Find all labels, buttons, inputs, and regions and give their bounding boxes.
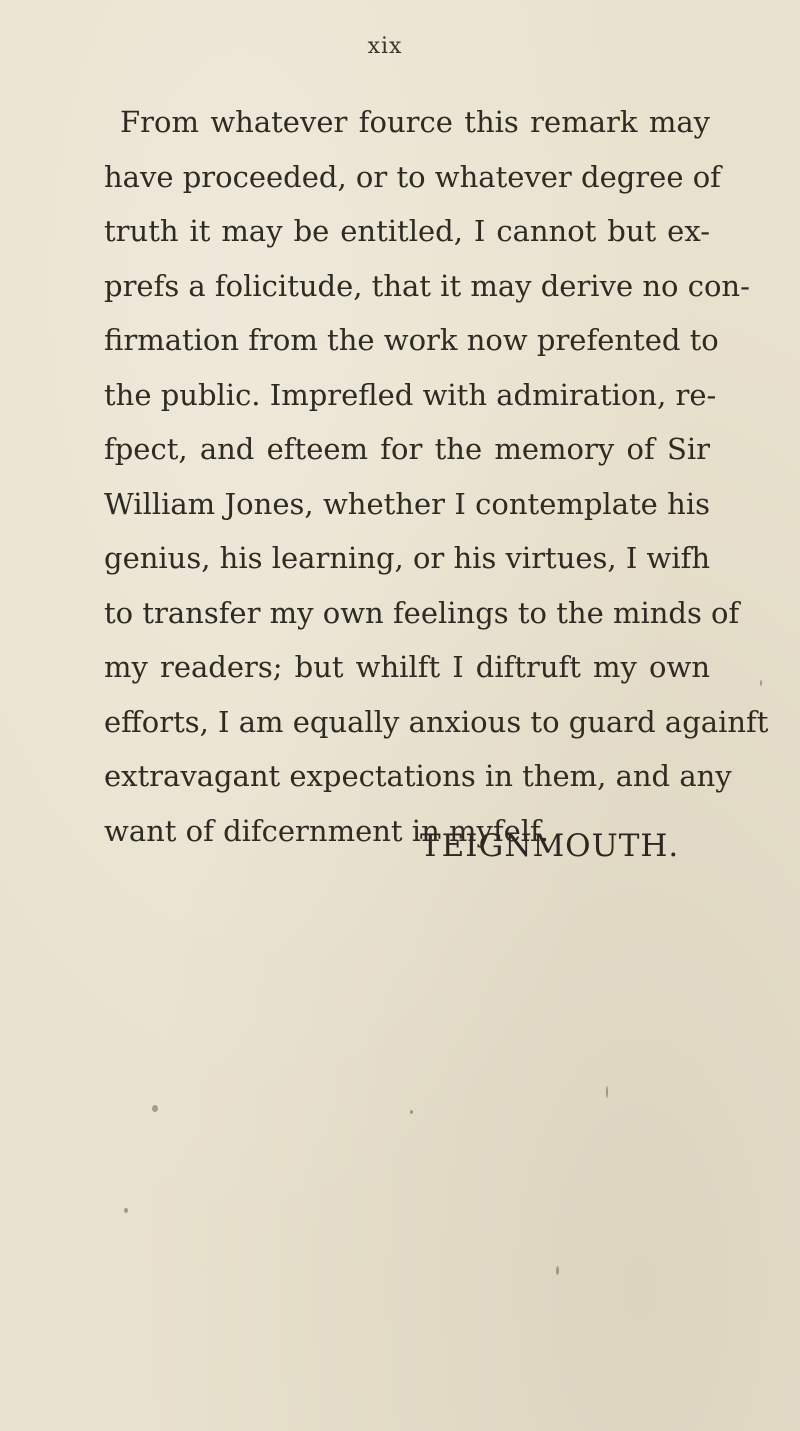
paper-speck [760, 680, 762, 686]
signature: TEIGNMOUTH. [420, 828, 680, 864]
paper-speck [556, 1266, 559, 1275]
text-line: efforts, I am equally anxious to guard againft [104, 704, 769, 739]
page-number-text: xix [367, 34, 403, 59]
text-line: want of difcernment in myfelf. [104, 813, 549, 848]
text-line: From whatever fource this remark may [120, 105, 710, 139]
paragraph [104, 95, 769, 858]
text-line: my readers; but whilft I diftruft my own [104, 650, 710, 684]
page-number [0, 34, 800, 59]
paper-speck [606, 1086, 608, 1098]
text-line: truth it may be entitled, I cannot but ex- [104, 214, 710, 248]
text-line: have proceeded, or to whatever degree of [104, 159, 721, 194]
text-line: the public. Imprefled with admiration, re- [104, 377, 717, 412]
text-line: fpect, and efteem for the memory of Sir [104, 432, 710, 466]
text-line: extravagant expectations in them, and any [104, 759, 732, 793]
paper-speck [410, 1110, 413, 1114]
paper-speck [152, 1105, 158, 1112]
text-line: to transfer my own feelings to the minds of [104, 595, 740, 630]
paper-speck [124, 1208, 128, 1213]
text-line: firmation from the work now prefented to [104, 323, 719, 357]
text-line: genius, his learning, or his virtues, I wifh [104, 541, 711, 575]
text-line: prefs a folicitude, that it may derive no con- [104, 268, 750, 303]
text-line: William Jones, whether I contemplate his [104, 486, 710, 521]
